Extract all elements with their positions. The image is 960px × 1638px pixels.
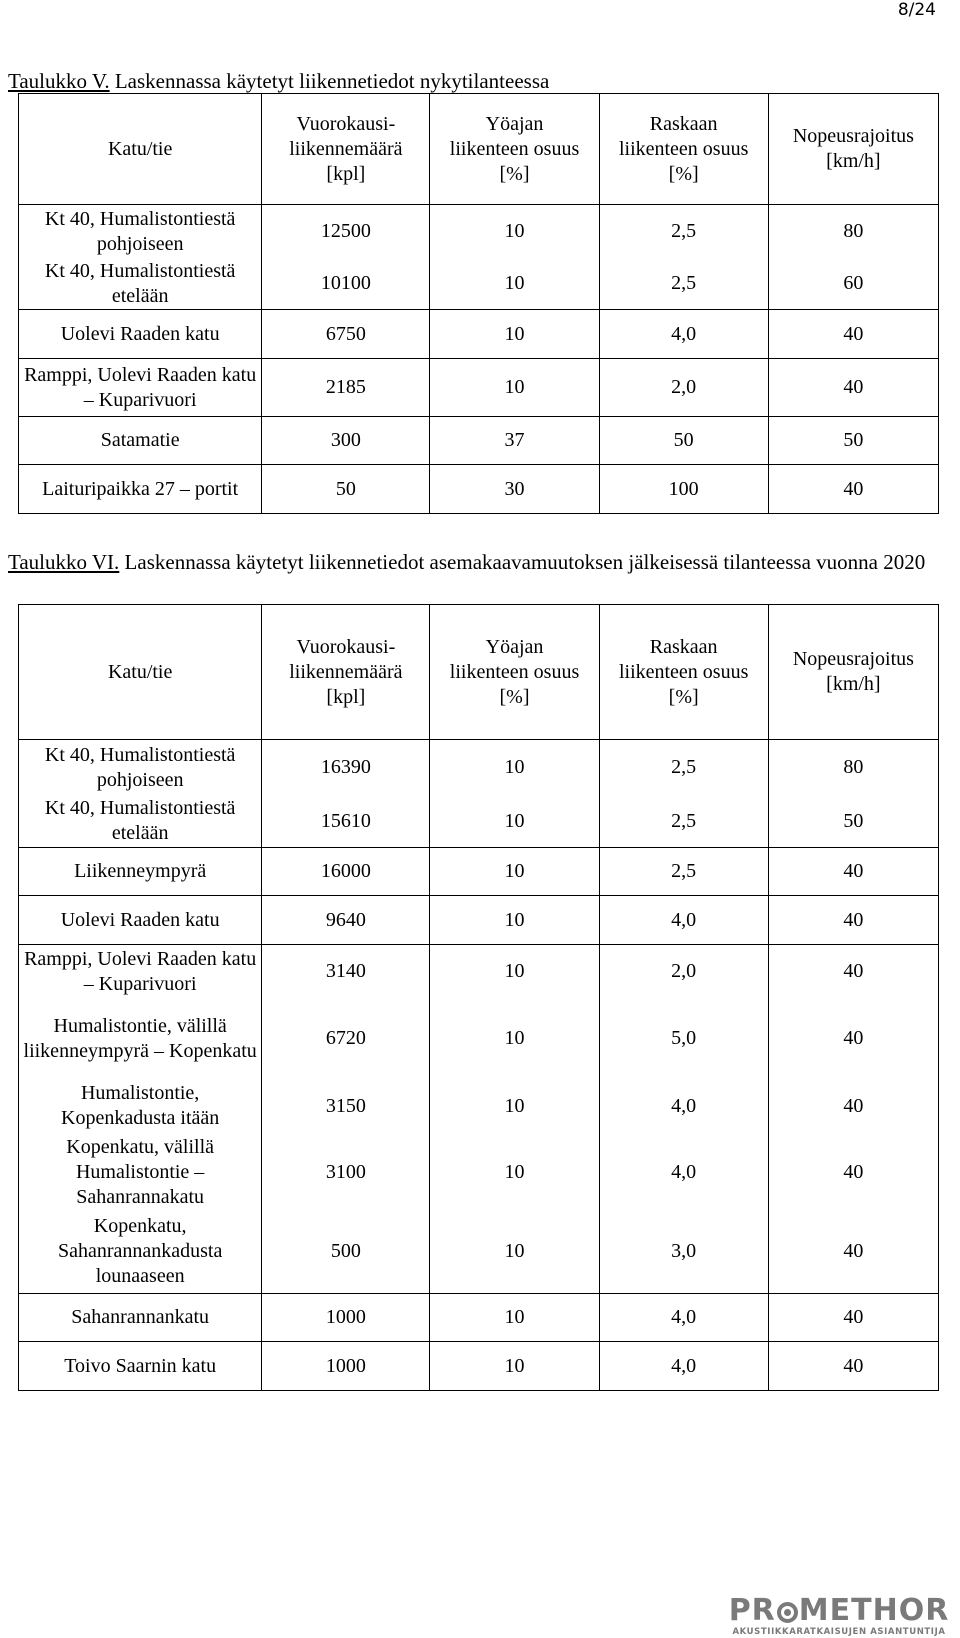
table-cell: 40: [768, 945, 938, 999]
table-row: [19, 417, 939, 465]
table-cell: 10: [430, 1134, 599, 1211]
logo-tagline: AKUSTIIKKARATKAISUJEN ASIANTUNTIJA: [732, 1627, 946, 1637]
table-cell: 50: [599, 417, 768, 465]
table-cell: 6750: [262, 310, 430, 359]
table-cell: 2,5: [599, 740, 768, 796]
table5: [18, 93, 939, 514]
table-cell: 3140: [262, 945, 430, 999]
table-cell: 1000: [262, 1294, 430, 1342]
table-cell: Kt 40, Humalistontiestä etelään: [19, 796, 262, 848]
table-cell: Ramppi, Uolevi Raaden katu – Kuparivuori: [19, 945, 262, 999]
table-cell: 6720: [262, 999, 430, 1079]
table-row: [19, 259, 939, 310]
table-cell: 4,0: [599, 1079, 768, 1134]
table-cell: 10: [430, 796, 599, 848]
table-row: [19, 1079, 939, 1134]
table-cell: 10: [430, 310, 599, 359]
table-row: [19, 310, 939, 359]
table-cell: 10: [430, 848, 599, 896]
table-cell: 50: [768, 796, 938, 848]
table-cell: 40: [768, 1342, 938, 1391]
table-cell: Toivo Saarnin katu: [19, 1342, 262, 1391]
table-cell: 40: [768, 310, 938, 359]
table-cell: 2,0: [599, 945, 768, 999]
table6-caption: [8, 549, 938, 575]
table-cell: 10: [430, 1211, 599, 1294]
table-cell: 50: [768, 417, 938, 465]
table5-caption-text: Laskennassa käytetyt liikennetiedot nykytilanteessa: [109, 69, 550, 93]
table-row: [19, 999, 939, 1079]
table-row: [19, 1134, 939, 1211]
table-cell: 30: [430, 465, 599, 514]
table6-header-cell: Katu/tie: [19, 605, 262, 740]
table-cell: 37: [430, 417, 599, 465]
table-cell: Satamatie: [19, 417, 262, 465]
table-cell: Sahanrannankatu: [19, 1294, 262, 1342]
table-row: [19, 945, 939, 999]
table5-header-cell: Raskaan liikenteen osuus [%]: [599, 94, 768, 205]
table5-header-row: [19, 94, 939, 205]
table-cell: 40: [768, 848, 938, 896]
table-cell: 2,5: [599, 848, 768, 896]
table6: [18, 604, 939, 1391]
table-cell: 40: [768, 359, 938, 417]
page-number: 8/24: [897, 0, 936, 20]
table6-header-cell: Yöajan liikenteen osuus [%]: [430, 605, 599, 740]
table-cell: 40: [768, 1134, 938, 1211]
table-row: [19, 1342, 939, 1391]
table5-caption-label: Taulukko V.: [8, 69, 110, 93]
table-cell: 10: [430, 205, 599, 259]
table-cell: 2,5: [599, 259, 768, 310]
table-cell: 10: [430, 1079, 599, 1134]
table-cell: Kt 40, Humalistontiestä etelään: [19, 259, 262, 310]
table-cell: Laituripaikka 27 – portit: [19, 465, 262, 514]
table-row: [19, 205, 939, 259]
table-cell: 2,5: [599, 205, 768, 259]
table-cell: 10: [430, 999, 599, 1079]
table5-caption: [8, 68, 938, 94]
table-cell: 4,0: [599, 896, 768, 945]
table-cell: 2,5: [599, 796, 768, 848]
table-cell: 10: [430, 1294, 599, 1342]
table6-header-row: [19, 605, 939, 740]
table-cell: Ramppi, Uolevi Raaden katu – Kuparivuori: [19, 359, 262, 417]
table-cell: 10: [430, 740, 599, 796]
table-cell: 3100: [262, 1134, 430, 1211]
table-cell: 10100: [262, 259, 430, 310]
table-cell: 300: [262, 417, 430, 465]
table-cell: 3,0: [599, 1211, 768, 1294]
table-cell: 500: [262, 1211, 430, 1294]
table-cell: 80: [768, 205, 938, 259]
table-cell: 40: [768, 1079, 938, 1134]
table-cell: 1000: [262, 1342, 430, 1391]
table-cell: 40: [768, 465, 938, 514]
table-cell: 2,0: [599, 359, 768, 417]
table-cell: 10: [430, 1342, 599, 1391]
table5-header-cell: Katu/tie: [19, 94, 262, 205]
table-cell: 12500: [262, 205, 430, 259]
table6-caption-label: Taulukko VI.: [8, 550, 120, 574]
table-cell: 16000: [262, 848, 430, 896]
table-row: [19, 359, 939, 417]
table6-caption-text: Laskennassa käytetyt liikennetiedot asemakaavamuutoksen jälkeisessä tilanteessa vuonna 2020: [119, 550, 926, 574]
table-cell: Uolevi Raaden katu: [19, 310, 262, 359]
table-row: [19, 796, 939, 848]
table-cell: 3150: [262, 1079, 430, 1134]
table-cell: 5,0: [599, 999, 768, 1079]
table-cell: 50: [262, 465, 430, 514]
logo-o-icon: [777, 1602, 798, 1623]
table-cell: 4,0: [599, 310, 768, 359]
table-cell: 40: [768, 896, 938, 945]
table-row: [19, 848, 939, 896]
table-cell: Kopenkatu, Sahanrannankadusta lounaaseen: [19, 1211, 262, 1294]
logo-text-start: PR: [728, 1593, 776, 1628]
promethor-logo: [720, 1593, 958, 1637]
table-row: [19, 465, 939, 514]
table6-header-cell: Nopeusrajoitus [km/h]: [768, 605, 938, 740]
table-cell: Humalistontie, Kopenkadusta itään: [19, 1079, 262, 1134]
table6-header-cell: Vuorokausi- liikennemäärä [kpl]: [262, 605, 430, 740]
table-cell: 100: [599, 465, 768, 514]
table-cell: 40: [768, 1294, 938, 1342]
table-cell: 4,0: [599, 1342, 768, 1391]
table6-header-cell: Raskaan liikenteen osuus [%]: [599, 605, 768, 740]
table-row: [19, 896, 939, 945]
table-row: [19, 1211, 939, 1294]
table-cell: 10: [430, 259, 599, 310]
table-cell: Humalistontie, välillä liikenneympyrä – Kopenkatu: [19, 999, 262, 1079]
table-cell: 10: [430, 359, 599, 417]
logo-wordmark: [720, 1593, 958, 1628]
table-cell: Kt 40, Humalistontiestä pohjoiseen: [19, 205, 262, 259]
table-row: [19, 740, 939, 796]
table5-header-cell: Vuorokausi- liikennemäärä [kpl]: [262, 94, 430, 205]
table-cell: 10: [430, 896, 599, 945]
table5-header-cell: Yöajan liikenteen osuus [%]: [430, 94, 599, 205]
logo-text-end: METHOR: [798, 1593, 950, 1628]
table-cell: Uolevi Raaden katu: [19, 896, 262, 945]
table5-header-cell: Nopeusrajoitus [km/h]: [768, 94, 938, 205]
table-cell: 80: [768, 740, 938, 796]
table-cell: 60: [768, 259, 938, 310]
table-cell: 9640: [262, 896, 430, 945]
table-row: [19, 1294, 939, 1342]
table-cell: 10: [430, 945, 599, 999]
table-cell: 40: [768, 999, 938, 1079]
table-cell: Liikenneympyrä: [19, 848, 262, 896]
table-cell: Kopenkatu, välillä Humalistontie – Sahanrannakatu: [19, 1134, 262, 1211]
table-cell: 2185: [262, 359, 430, 417]
table-cell: 4,0: [599, 1134, 768, 1211]
table-cell: 16390: [262, 740, 430, 796]
table-cell: Kt 40, Humalistontiestä pohjoiseen: [19, 740, 262, 796]
table-cell: 40: [768, 1211, 938, 1294]
table-cell: 15610: [262, 796, 430, 848]
table-cell: 4,0: [599, 1294, 768, 1342]
